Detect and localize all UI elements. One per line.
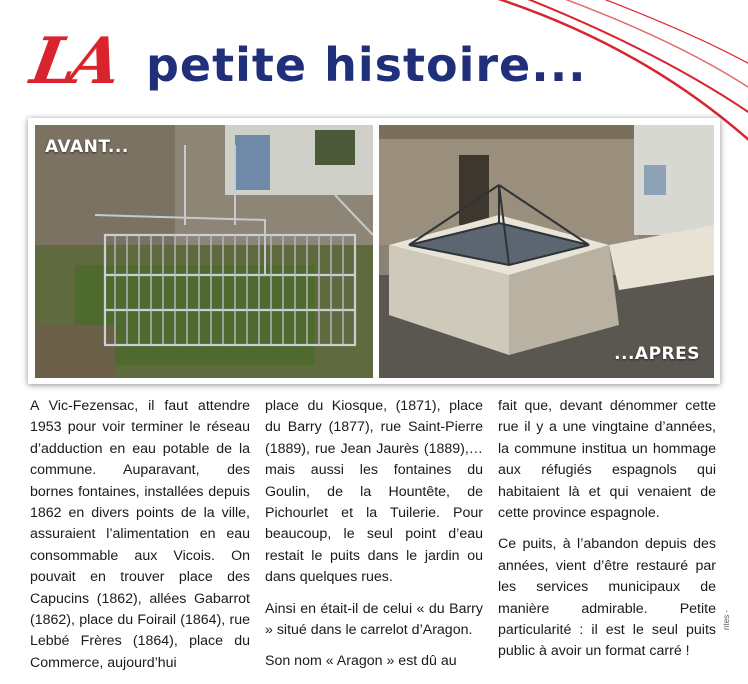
photo-credit: ntes - (722, 610, 731, 631)
photo-after-image (379, 125, 714, 378)
article-paragraph: place du Kiosque, (1871), place du Barry (1877), rue Saint-Pierre (1889), rue Jean Jaurès (1889),… mais aussi les fontaines du Goulin, de la Hountête, de Pichourlet et la Tuilerie. Pour beaucoup, le seul point d’eau restait le puits dans le jardin ou dans quelques rues. (265, 398, 483, 586)
photo-before-image (35, 125, 373, 378)
article-column-3 (498, 396, 716, 673)
photo-before (35, 125, 373, 378)
title-main: petite histoire... (146, 38, 587, 92)
article-paragraph: A Vic-Fezensac, il faut attendre 1953 pour voir terminer le réseau d’adduction en eau potable de la commune. Auparavant, des bornes fontaines, installées depuis 1862 en divers points de la ville, assuraient l’alimentation en eau consommable aux Vicois. On pouvait en trouver place des Capucins (1862), allées Gabarrot (1862), place du Foirail (1864), rue Lebbé Frères (1864), place du Commerce, aujourd’hui (30, 398, 250, 671)
article-paragraph: Ainsi en était-il de celui « du Barry » situé dans le carrelot d’Aragon. (265, 600, 483, 639)
article-paragraph: Ce puits, à l’abandon depuis des années, vient d’être restauré par les services municipaux de manière admirable. Petite particularité : il est le seul puits public à avoir un format carré ! (498, 536, 716, 660)
title-prefix: LA (25, 24, 122, 99)
article-paragraph: Son nom « Aragon » est dû au (265, 653, 457, 670)
article-column-2 (265, 396, 483, 683)
photo-after (379, 125, 714, 378)
article-paragraph: fait que, devant dénommer cette rue il y a une vingtaine d’années, la commune institua un hommage aux réfugiés espagnols qui habitaient là et qui venaient de cette province espagnole. (498, 398, 716, 522)
after-label: ...APRES (614, 344, 700, 364)
article-column-1 (30, 396, 250, 684)
before-label: AVANT... (45, 137, 129, 157)
photo-frame (28, 118, 720, 384)
